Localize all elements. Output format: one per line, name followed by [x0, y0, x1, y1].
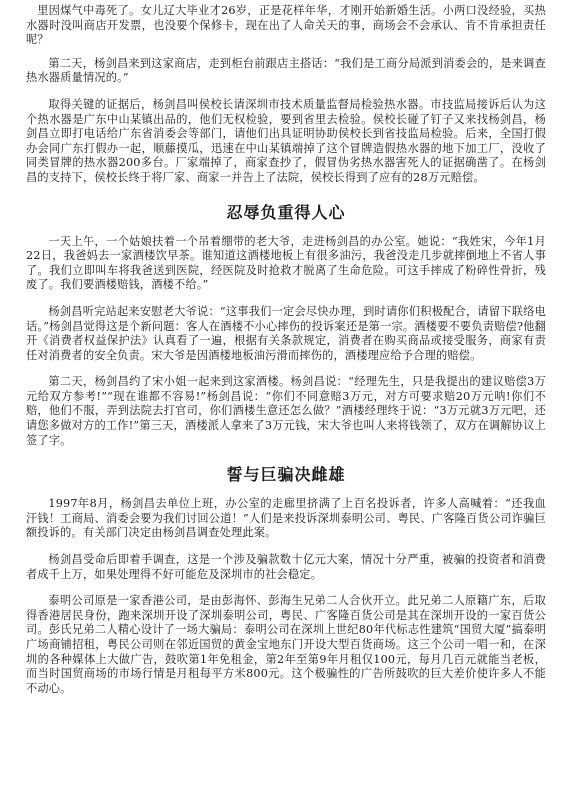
paragraph: 泰明公司原是一家香港公司，是由彭海怀、彭海生兄弟二人合伙开立。此兄弟二人原籍广东，后取得香港居民身份，跑来深圳开设了深圳泰明公司，粤民、广客隆百货公司是其在深圳开设的一家百货公司。彭氏兄弟二人精心设计了一场大骗局：泰明公司在深圳上世纪80年代标志性建筑“国贸大厦”搞泰明广场商铺招租，粤民公司则在邻近国贸的黄金宝地东门开设大型百货商场。这三个公司一唱一和，在深圳的各种媒体上大做广告，鼓吹第1年免租金，第2年至第9年月租仅100元，每月几百元就能当老板，而当时国贸商场的市场行情是月租每平方米800元。这个极骗性的广告所鼓吹的巨大差价使许多人不能不动心。 [26, 594, 546, 695]
paragraph: 里因煤气中毒死了。女儿辽大毕业才26岁，正是花样年华，才刚开始新婚生活。小两口没经验，买热水器时没叫商店开发票，也没要个保修卡，现在出了人命关天的事，商场会不会承认、肯不肯承担责任呢？ [26, 4, 546, 47]
paragraph: 取得关键的证据后，杨剑昌叫侯校长请深圳市技术质量监督局检验热水器。市技监局接诉后认为这个热水器是广东中山某镇出品的，他们无权检验，要到省里去检验。侯校长碰了钉子又来找杨剑昌，杨剑昌立即打电话给广东省消委会等部门，请他们出具证明协助侯校长到省技监局检验。后来，全国打假办会同广东打假办一起，顺藤摸瓜，迅速在中山某镇端掉了这个冒牌造假热水器的地下加工厂，没收了同类冒牌的热水器200多台。厂家端掉了，商家查抄了，假冒伪劣热水器害死人的证据确凿了。在杨剑昌的支持下，侯校长终于将厂家、商家一并告上了法院，侯校长得到了应有的28万元赔偿。 [26, 97, 546, 184]
paragraph: 一天上午，一个姑娘扶着一个吊着绷带的老大爷，走进杨剑昌的办公室。她说：“我姓宋，今年1月22日，我爸妈去一家酒楼饮早茶。谁知道这酒楼地板上有很多油污，我爸没走几步就摔倒地上不省人事了。我们立即叫车将我爸送到医院，经医院及时抢救才脱离了生命危险。可这手摔成了粉碎性骨折，残废了。我们要酒楼赔钱，酒楼不给。” [26, 234, 546, 292]
section-heading: 誓与巨骗决雌雄 [226, 465, 346, 485]
paragraph: 第二天，杨剑昌约了宋小姐一起来到这家酒楼。杨剑昌说：“经理先生，只是我提出的建议赔偿3万元给双方参考!”“现在谁都不容易!”杨剑昌说：“你们不同意赔3万元，对方可要求赔20万元呐!你们不赔，他们不服，弄到法院去打官司，你们酒楼生意还怎么做？”酒楼经理终于说：“3万元就3万元吧，还请您多做对方的工作!”第三天，酒楼派人拿来了3万元钱，宋大爷也叫人来将钱领了，双方在调解协议上签了字。 [26, 375, 546, 447]
paragraph: 1997年8月，杨剑昌去单位上班，办公室的走廊里挤满了上百名投诉者，许多人高喊着：“还我血汗钱！工商局、消委会要为我们讨回公道！”人们是来投诉深圳泰明公司、粤民、广客隆百货公司诈骗巨额投诉的。有关部门决定由杨剑昌调查处理此案。 [26, 497, 546, 540]
paragraph: 杨剑昌受命后即着手调查，这是一个涉及骗款数十亿元大案，情况十分严重，被骗的投资者和消费者成千上万，如果处理得不好可能危及深圳市的社会稳定。 [26, 553, 546, 581]
section-heading: 忍辱负重得人心 [226, 202, 346, 222]
paragraph: 第二天，杨剑昌来到这家商店，走到柜台前跟店主搭话：“我们是工商分局派到消委会的，是来调查热水器质量情况的。” [26, 56, 546, 85]
paragraph: 杨剑昌听完站起来安慰老大爷说：“这事我们一定会尽快办理，到时请你们积极配合，请留下联络电话。”杨剑昌觉得这是个新问题：客人在酒楼不小心摔伤的投诉案还是第一宗。酒楼要不要负责赔偿?他翻开《消费者权益保护法》认真看了一遍，根据有关条款规定，消费者在购买商品或接受服务，商家有责任对消费者的安全负责。宋大爷是因酒楼地板油污滑而摔伤的，酒楼理应给予合理的赔偿。 [26, 304, 546, 362]
